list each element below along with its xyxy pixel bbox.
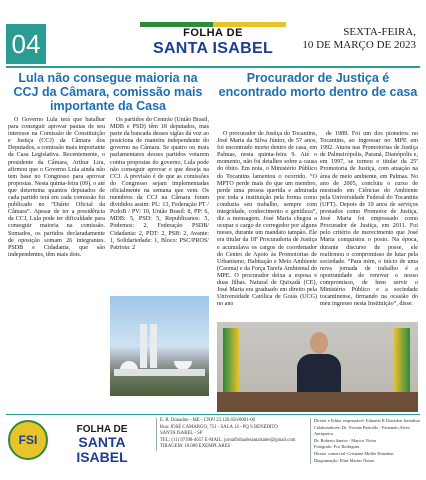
flag-right <box>394 328 410 398</box>
info-line: E. R. Donadon - ME - CNPJ 23.120.656/0001-00 <box>160 418 256 423</box>
staff-line: Diagramação: Elias Marins Nunes <box>314 457 375 463</box>
staff-line: Colaboradores: Dr. Vicente Bertoldo - Fernando Alves Antiqueira <box>314 424 410 437</box>
person-head <box>310 332 328 354</box>
flag-left <box>223 328 239 398</box>
logo-top-text: FOLHA DE <box>183 27 243 39</box>
tower-shape <box>140 324 147 368</box>
prosecutor-portrait-photo <box>217 322 418 412</box>
staff-line: Fotógrafo: Fco Rodrigues <box>314 444 360 450</box>
header-divider <box>6 66 420 68</box>
staff-line: Diretor comercial: Cristiane Muller Donadon <box>314 450 394 456</box>
left-article-title: Lula não consegue maioria na CCJ da Câmara, comissão mais importante da Casa <box>13 71 203 113</box>
tower-shape <box>150 324 157 368</box>
left-article-column-1 <box>8 117 105 331</box>
paragraph: Os partidos do Centrão (União Brasil, MDB e PSD) têm 18 deputados, mas parte da bancada desses siglas dá voz ao posiciona de maneira independente do governo na Câmara. Se quatro ou mais parlamentares desses partidos votarem contra propostas do governo, Lula pode não conseguir aprovar o que deseja na CCJ. A previsão é de que as comissões do Congresso sejam implementadas oficialmente na semana que vem. Os membros da CCJ na Câmara foram divididos assim: PL: 13, Federação PT / PcdoB / PV: 10, União Brasil: 8, PP: 6, MDB: 5, PSD: 5, Republicanos: 5, Podemos: 2, Federação PSDB/ Cidadania: 2, PDT: 2, PSB: 2, Avante: 1, Solidariedade: 1, Bloco: PSC/PROS/ Patriota: 2 <box>110 117 209 251</box>
footer-masthead-logo <box>52 424 152 465</box>
left-article-column-2 <box>110 117 209 295</box>
paragraph: O procurador de Justiça do Tocantins, José Maria da Silva Júnior, de 57 anos, foi encontrado morto dentro de casa, em Palmas, nesta quinta-feira 9. Até o momento, não foi detalhes sobre a causa do óbito. Em nota, o Ministério Público do Tocantins lamentou o ocorrido. “O MPTO perde mais do que um membro, perde uma pessoa querida e admirada por toda a instituição pela forma como conduzia seu trabalho, sempre com integridade, conhecimento e gentileza”, diz a mensagem. José Maria chegou a ocupar o cargo de corregedor por alguns meses, durante um mandato tampão. Ele era titular da 18ª Procuradoria de Justiça e acumulava os cargos de coordenador do Centro de Apoio às Promotorias de Urbanismo, Habitação e Meio Ambiente (Caoma) e da Força Tarefa Ambiental do MPE. O procurador deixa a esposa e duas filhas. Natural de Quixadá (CE), José Maria era graduado em direito pela Universidade Católica de Goiás (UCG) no ano <box>217 131 317 308</box>
right-article-title: Procurador de Justiça é encontrado morto dentro de casa <box>218 71 418 99</box>
seal-text: FSI <box>18 433 38 447</box>
paragraph: de 1989. Foi um dos pioneiros no Tocantins, ao ingressar no MPE em 1992. Atuou nas Promotorias de Justiça de Palmeirópolis, Paranã, Dianópolis e, em 1997, se tornou o titular da 25ª Promotoria de Justiça, com atuação na área de meio ambiente, em Palmas. No ano de 2005, concluiu o curso de mestrado em Ciências do Ambiente pela Universidade Federal do Tocantins (UFT). Depois de 19 anos de serviços prestados como Promotor de Justiça, José Maria foi empossado como Procurador de Justiça, em 2011. Foi pelo critério de merecimento que José Maria conquistou o posto. Na época, durante discurso de posse, ele reafirmou o compromisso de lutar pela sociedade. “Para mim, o início de uma nova jornada de trabalho é a oportunidade de renovar o nosso compromisso, de bem servir o Ministério Público e a sociedade tocantinense, firmando na ocasião do meu ingresso nesta Instituição”, disse. <box>320 131 418 308</box>
desk <box>217 392 418 412</box>
logo-bottom-text: SANTA ISABEL <box>152 40 274 57</box>
footer-divider <box>6 414 420 415</box>
building-base <box>114 369 205 376</box>
footer-logo-top: FOLHA DE <box>76 424 128 435</box>
page-number: 04 <box>6 24 46 64</box>
newspaper-seal-logo <box>8 420 48 460</box>
staff-line: Dr. Roberto Santos - Marcos Vieira <box>314 437 377 443</box>
publisher-info <box>156 418 306 451</box>
staff-credits <box>310 418 420 464</box>
info-line: SANTA ISABEL - SP <box>160 431 203 437</box>
weekday: SEXTA-FEIRA, <box>343 26 416 38</box>
masthead-logo <box>140 22 286 60</box>
right-article-column-1 <box>217 131 317 321</box>
issue-date <box>302 26 416 52</box>
info-line: TIRAGEM: 10.000 EXEMPLARES <box>160 444 231 450</box>
congress-building-photo <box>110 296 209 396</box>
staff-line: Diretor e Editor responsável: Eduardo R Donadon Jornalista <box>314 418 420 423</box>
info-line: Rua: JOSÉ CAMARGO, 751 - SALA 14 - PQ S BENEDITO <box>160 424 278 430</box>
date: 10 DE MARÇO DE 2023 <box>302 39 416 51</box>
info-line: TEL: (11) 97398-4657 E-MAIL: jornalfolhadesantaisabel@gmail.com <box>160 437 296 443</box>
footer-logo-bottom: SANTA ISABEL <box>76 434 128 465</box>
paragraph: O Governo Lula terá que batalhar para conseguir aprovar pautas de seu interesse na Comissão de Constituição e Justiça (CCJ) da Câmara dos Deputados, a comissão mais importante da Casa Legislativa. Recentemente, o presidente da Câmara, Arthur Lira, afirmou que o Governo Lula ainda não tem base no Congresso para aprovar propostas. Nesta quinta-feira (09), o até que determina quantos deputados de cada partido terá em cada comissão foi publicado no “Diário Oficial da Câmara”. Apesar de ter a presidência da CCJ, Lula pode ter dificuldade para conseguir maioria na comissão. Somados, os partidos declaradamente de oposição somam 26 integrantes. PSDB e Cidadania, que são independentes, têm mais dois. <box>8 117 105 258</box>
right-article-column-2 <box>320 131 418 308</box>
